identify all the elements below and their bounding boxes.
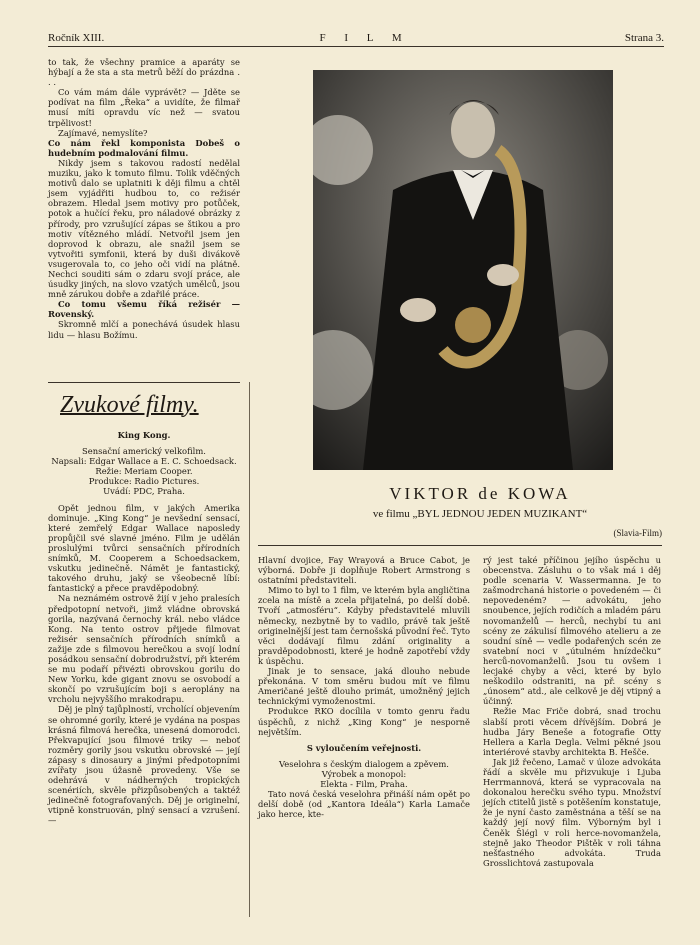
film2-desc: Veselohra s českým dialogem a zpěvem. [279, 758, 449, 769]
paragraph: Děj je plný tajůplností, vrcholící objevením se ohromné gorily, které je vydána na pospas krásná filmová herečka, unesená domorodci. Překvapující jsou filmové triky — neboť rozměry gorily jsou vskutku obrovské — její zápasy s dinosaury a jinými předpotopními zvířaty jsou úžasně provedeny. Vše se odehrává v nádherných tropických scenériích, skvěle přizpůsobených a taktéž jedinečně fotografovaných. Děj je originelní, vtipně konstruován, plný sensací a vzrušení. — [48, 704, 240, 826]
column-left-bottom [48, 430, 240, 826]
paragraph: Skromně mlčí a ponechává úsudek hlasu lidu — hlasu Božímu. [48, 319, 240, 340]
actor-name: VIKTOR de KOWA [389, 484, 571, 503]
film-name: King Kong. [117, 430, 171, 440]
section-title: Zvukové filmy. [60, 392, 199, 418]
paragraph: Nikdy jsem s takovou radostí nedělal muziku, jako k tomuto filmu. Tolik vděčných motivů dalo se uplatniti k ději filmu a chtěl jsem vyjádřiti hudbou to, co režisér obrazem. Hledal jsem motivy pro potůček, potok a hučící řeku, pro náladové obrázky z přírody, pro vzrušující zápas se štikou a pro motiv vítězného mládí. Netvořil jsem jen doprovod k obrazu, ale snažil jsem se vytvořiti symfonii, která by duši divákově vsugerovala to, co jeho oči vidí na plátně. Nechci souditi sám o zdaru svojí práce, ale úsudky jiných, na slovo vzatých umělců, jsou mně zárukou dobře a zdařilé práce. [48, 157, 240, 300]
paragraph: Zajímavé, nemyslíte? [58, 127, 148, 138]
volume-label: Ročník XIII. [48, 32, 105, 44]
paragraph: Opět jednou film, v jakých Amerika dominuje. „King Kong“ je nevšední sensací, které zemřelý Edgar Wallace naposledy propůjčil své slavné jméno. Film je udělán proslulými tvůrci sensačních přírodních snímků, M. Cooperem a Schoedsackem, vskutku jedinečně. Námět je fantastický, takového druhu, jaký se všeobecně líbí: fantastický a přece pravděpodobný. [48, 502, 240, 594]
film-distribution: Uvádí: PDC, Praha. [103, 486, 185, 497]
portrait-photo [313, 70, 613, 470]
film-authors: Napsali: Edgar Wallace a E. C. Schoedsack. [51, 456, 237, 467]
column-right [483, 555, 661, 868]
paragraph: Produkce RKO docílila v tomto genru řadu úspěchů, z nichž „King Kong“ je nesporně největším. [258, 706, 470, 737]
paragraph: Co vám mám dále vyprávět? — Jděte se podívat na film „Řeka“ a uvidíte, že filmař musí míti opravdu víc než — svatou trpělivost! [48, 87, 240, 128]
paragraph: Mimo to byl to 1 film, ve kterém byla angličtina zcela na místě a zcela přijatelná, po delší době. Tvoří „atmosféru“. Kdyby představitelé mluvili německy, nezbytně by to vadilo, právě tak ještě originelnější jest tam černošská původní řeč. Tyto věci dodávají filmu zdání originality a pravděpodobnosti, které je hodně zapotřebí vždy k úspěchu. [258, 585, 470, 666]
subheading-rovensky: Co tomu všemu říká režisér — Rovenský. [48, 299, 240, 320]
column-middle [258, 555, 470, 819]
film-director: Režie: Meriam Cooper. [95, 466, 193, 477]
column-rule [249, 382, 250, 917]
subheading-dobes: Co nám řekl komponista Dobeš o hudebním podmalování filmu. [48, 137, 240, 158]
paragraph: Režie Mac Friče dobrá, snad trochu slabší proti věcem dřívějším. Dobrá je hudba Járy Beneše a fotografie Otty Hellera a Karla Degla. Velmi pěkné jsou interiérové stavby architekta B. Hešče. [483, 706, 661, 757]
running-header [48, 24, 664, 47]
page-number: Strana 3. [624, 32, 664, 44]
paragraph: to tak, že všechny pramice a aparáty se hýbají a že sta a sta metrů běží do prázdna . . . [48, 57, 240, 88]
magazine-title: F I L M [319, 32, 410, 44]
saxophonist-photo-illustration [313, 70, 613, 470]
paragraph: Hlavní dvojice, Fay Wrayová a Bruce Cabot, je výborná. Dobře ji doplňuje Robert Armstrong s ostatními představiteli. [258, 555, 470, 586]
paragraph: Tato nová česká veselohra přináší nám opět po delší době (od „Kantora Ideála“) Karla Lamače jako herce, kte- [258, 789, 470, 820]
film2-producer-label: Výrobek a monopol: [321, 768, 407, 779]
caption-credit: (Slavia-Film) [613, 528, 662, 538]
paragraph: Na neznámém ostrově žijí v jeho pralesích předpotopní netvoři, jimž vládne obrovská gorila, nazývaná černochy král. nebo vládce Kong. Na tento ostrov přijede filmovat režisér sensačních přírodních snímků a zažije zde s filmovou herečkou a svojí lodní posádkou sensační dobrodružství, při kterém se mu podaří přivézti obrovskou gorilu do New Yorku, kde gigant znovu se osvobodí a skončí po vzrušujícím boji s aeroplány na vrcholu nejvyššího mrakodrapu. [48, 593, 240, 705]
film2-producer: Elekta - Film, Praha. [320, 778, 408, 789]
film-production: Produkce: Radio Pictures. [88, 476, 200, 487]
caption-name [300, 484, 660, 504]
paragraph: Jak již řečeno, Lamač v úloze advokáta řádí a skvěle mu přizvukuje i Ljuba Herrmannová, která se vypracovala na dokonalou herečku svého typu. Množství jejích ctitelů jistě s potěšením konstatuje, že je nyní často zaměstnána a těší se na každý její nový film. Výborným byl i Čeněk Šlégl v roli herce-novomanžela, stejně jako Theodor Pištěk v roli táhna nešťastného advokáta. Truda Grosslichtová zastupovala [483, 756, 661, 868]
column-left-top [48, 57, 240, 340]
caption-divider [258, 545, 662, 546]
section-divider [48, 382, 240, 383]
caption-film: ve filmu „BYL JEDNOU JEDEN MUZIKANT“ [372, 508, 588, 520]
film-desc: Sensační americký velkofilm. [82, 446, 206, 457]
paragraph: rý jest také příčinou jejího úspěchu u obecenstva. Zásluhu o to však má i děj podle scenaria V. Wassermanna. Je to zašmodrchaná historie o povedeném — či nepovedeném? — advokátu, jeho snoubence, jejích rodičích a mladém páru novomanželů — herců, nechybí tu ani scény ze zákulisí filmového atelieru a ze soudní síně — vedle podařených scén ze svatební noci v „útulném hnízdečku“ herců-novomanželů. Jsou tu ovšem i lecjaké chyby a věci, které by bylo neškodilo odstraniti, na př. scény s „únosem“ atd., ale celkově je děj vtipný a účinný. [483, 555, 661, 707]
subheading-film2: S vyloučením veřejnosti. [306, 742, 422, 753]
paragraph: Jinak je to sensace, jaká dlouho nebude překonána. V tom směru budou mít ve filmu Američané ještě dlouho primát, umožněný jejich technickými vymoženostmi. [258, 666, 470, 707]
